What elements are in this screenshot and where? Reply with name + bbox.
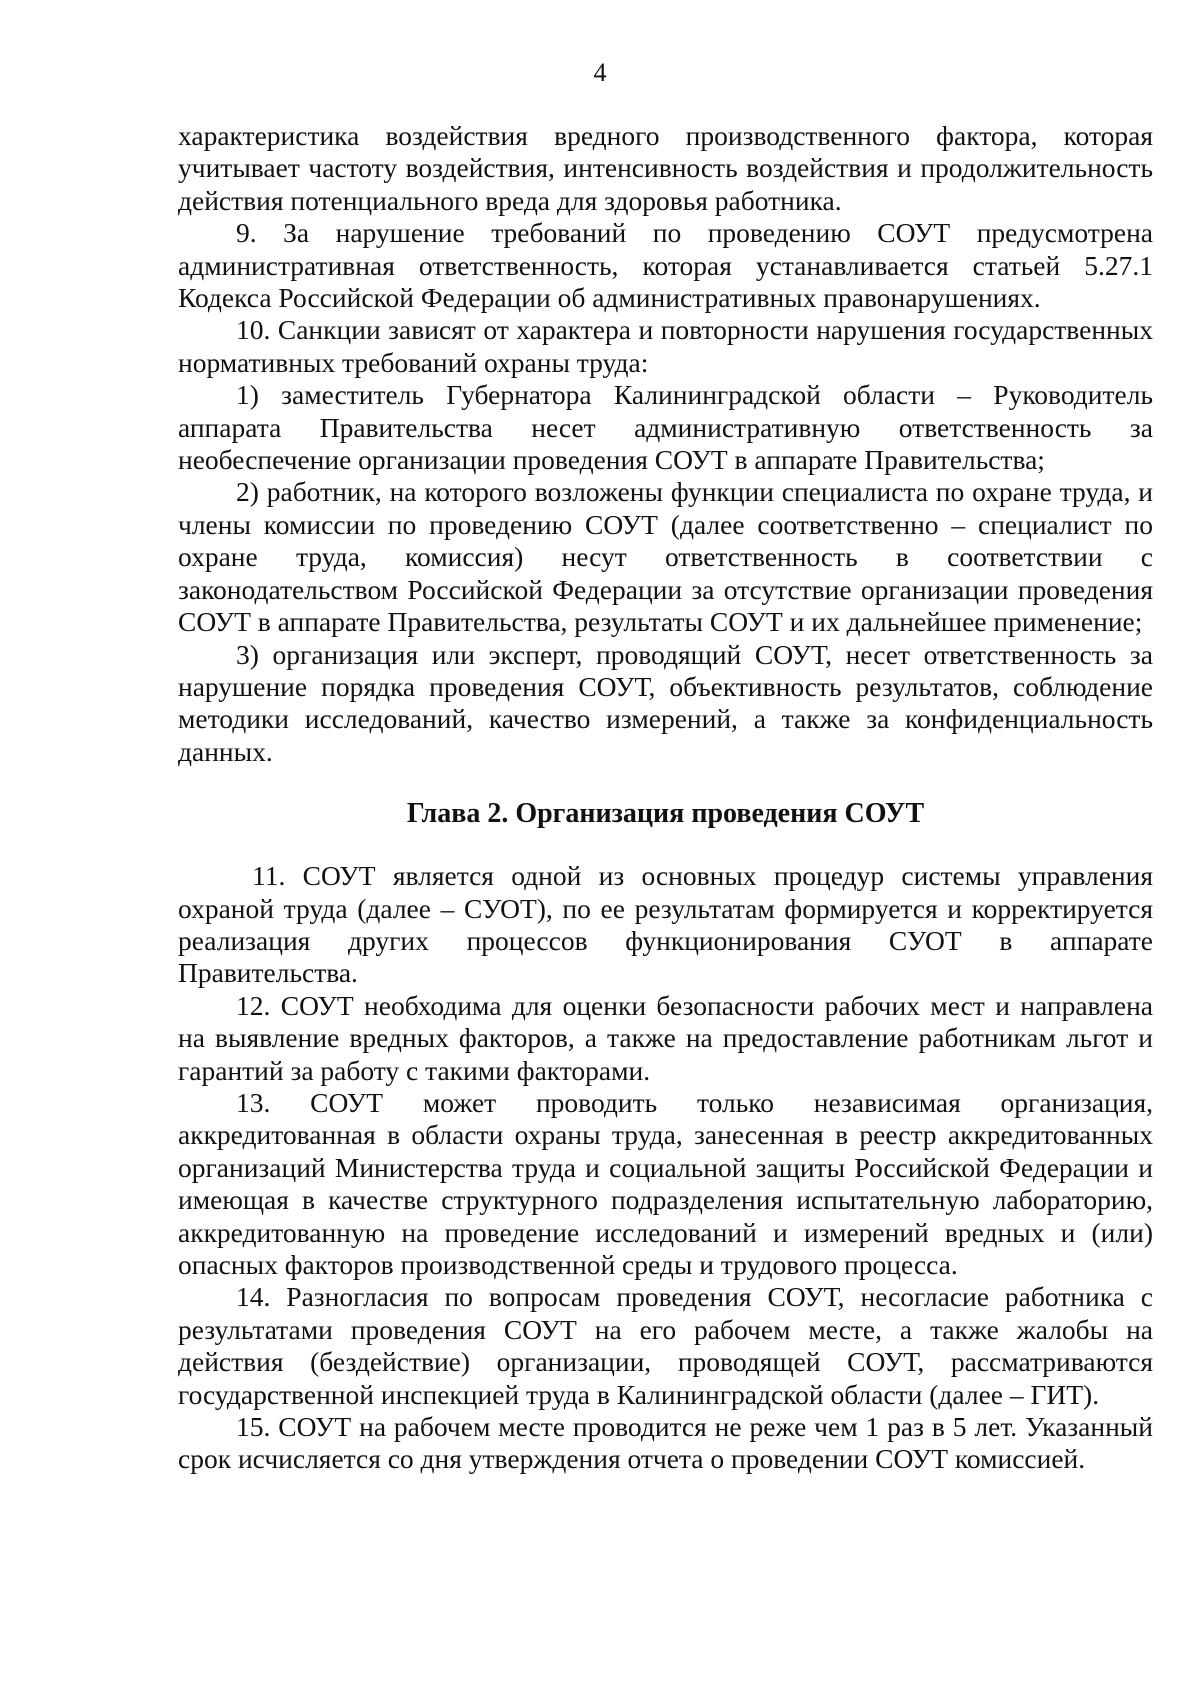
paragraph-14: 14. Разногласия по вопросам проведения СОУТ, несогласие работника с результатами проведения СОУТ на его рабочем месте, а также жалобы на действия (бездействие) организации, проводящей СОУТ, рассматриваются государственной инспекцией труда в Калининградской области (далее – ГИТ).	[178, 1281, 1153, 1410]
paragraph-10-item-2: 2) работник, на которого возложены функции специалиста по охране труда, и члены комиссии по проведению СОУТ (далее соответственно – специалист по охране труда, комиссия) несут ответственность в соответствии с законодательством Российской Федерации за отсутствие организации проведения СОУТ в аппарате Правительства, результаты СОУТ и их дальнейшее применение;	[178, 476, 1153, 638]
paragraph-15: 15. СОУТ на рабочем месте проводится не реже чем 1 раз в 5 лет. Указанный срок исчисляется со дня утверждения отчета о проведении СОУТ комиссией.	[178, 1411, 1153, 1475]
paragraph-12: 12. СОУТ необходима для оценки безопасности рабочих мест и направлена на выявление вредных факторов, а также на предоставление работникам льгот и гарантий за работу с такими факторами.	[178, 989, 1153, 1086]
paragraph-10-item-1: 1) заместитель Губернатора Калининградской области – Руководитель аппарата Правительства несет административную ответственность за необеспечение организации проведения СОУТ в аппарате Правительства;	[178, 379, 1153, 476]
paragraph-10-item-3: 3) организация или эксперт, проводящий СОУТ, несет ответственность за нарушение порядка проведения СОУТ, объективность результатов, соблюдение методики исследований, качество измерений, а также за конфиденциальность данных.	[178, 638, 1153, 767]
paragraph-13: 13. СОУТ может проводить только независимая организация, аккредитованная в области охраны труда, занесенная в реестр аккредитованных организаций Министерства труда и социальной защиты Российской Федерации и имеющая в качестве структурного подразделения испытательную лабораторию, аккредитованную на проведение исследований и измерений вредных и (или) опасных факторов производственной среды и трудового процесса.	[178, 1086, 1153, 1280]
chapter-title: Глава 2. Организация проведения СОУТ	[406, 798, 925, 830]
paragraph-11: 11. СОУТ является одной из основных процедур системы управления охраной труда (далее – СУОТ), по ее результатам формируется и корректируется реализация других процессов функционирования СУОТ в аппарате Правительства.	[178, 860, 1153, 989]
paragraph-10: 10. Санкции зависят от характера и повторности нарушения государственных нормативных требований охраны труда:	[178, 314, 1153, 378]
paragraph-9: 9. За нарушение требований по проведению СОУТ предусмотрена административная ответственность, которая устанавливается статьей 5.27.1 Кодекса Российской Федерации об административных правонарушениях.	[178, 217, 1153, 314]
page-number: 4	[593, 58, 607, 87]
document-body	[178, 120, 1153, 1476]
paragraph-continuation: характеристика воздействия вредного производственного фактора, которая учитывает частоту воздействия, интенсивность воздействия и продолжительность действия потенциального вреда для здоровья работника.	[178, 120, 1153, 216]
